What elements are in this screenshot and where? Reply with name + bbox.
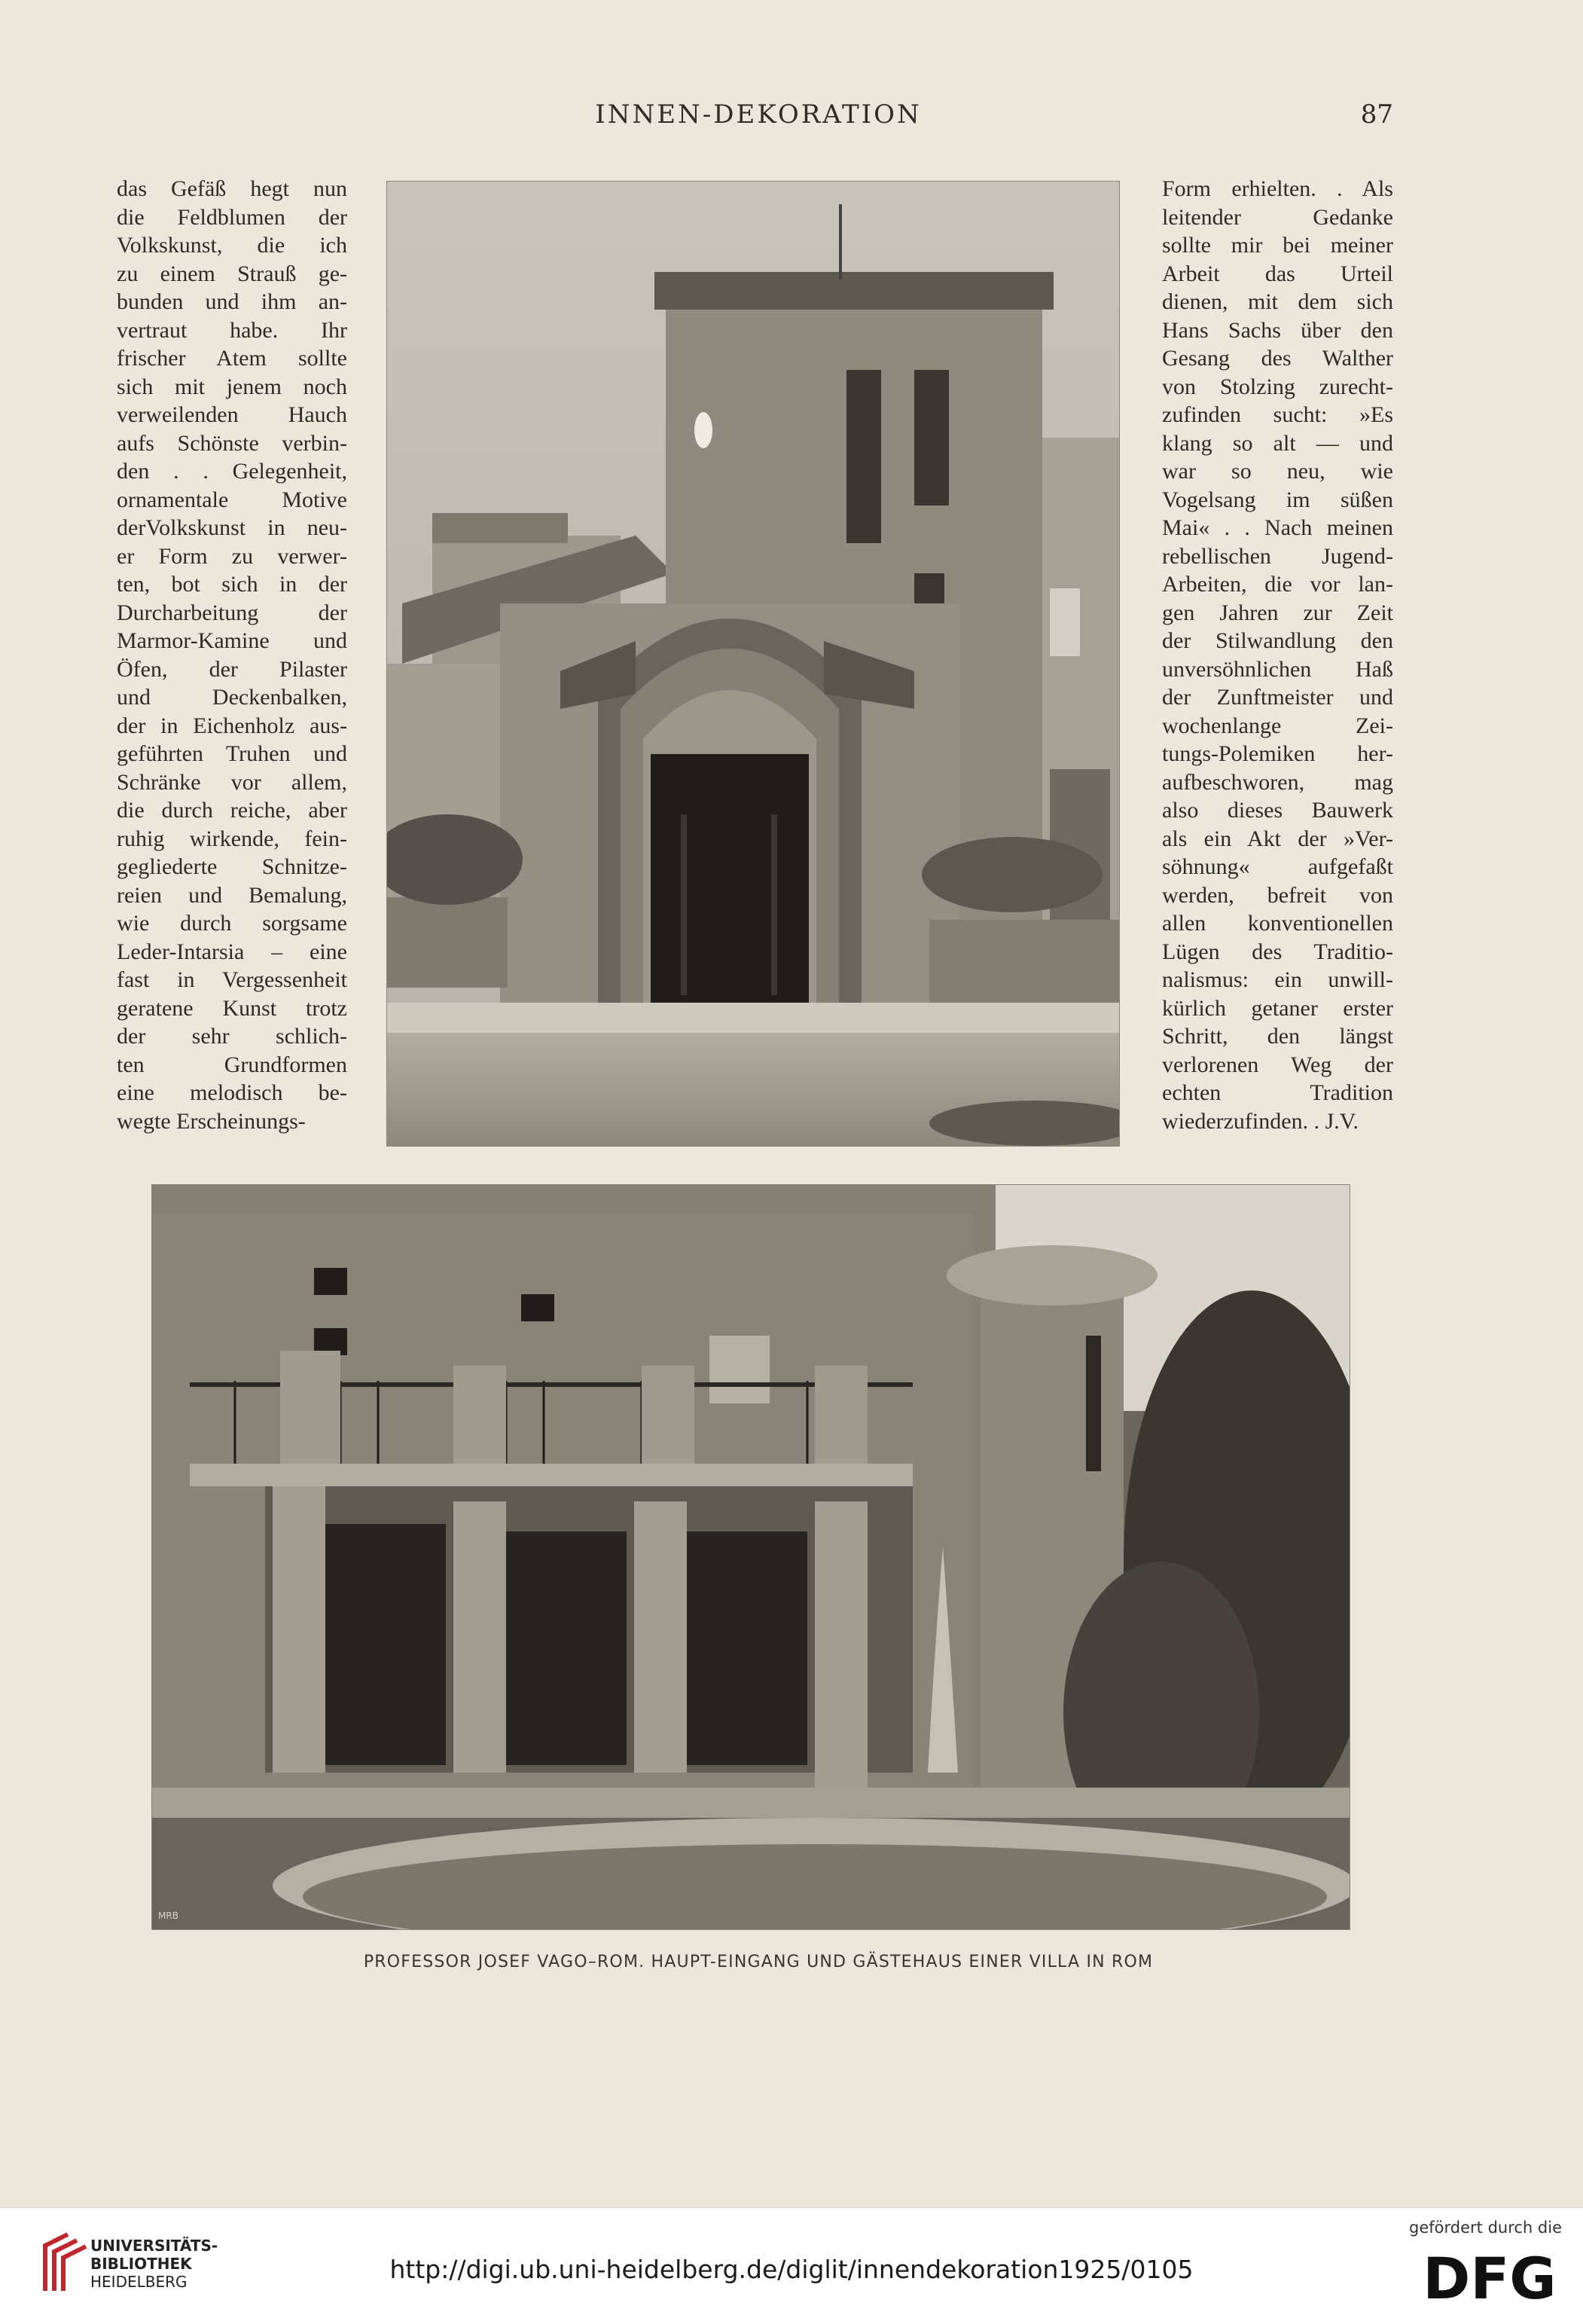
running-title: INNEN-DEKORATION: [595, 99, 922, 130]
text-line: sollte mir bei meiner: [1162, 233, 1393, 258]
text-line: die Feldblumen der: [117, 204, 347, 230]
text-line: ten, bot sich in der: [117, 572, 347, 597]
text-line: Arbeiten, die vor lan-: [1162, 572, 1393, 597]
text-line: Arbeit das Urteil: [1162, 261, 1393, 286]
text-line: und Deckenbalken,: [117, 685, 347, 710]
text-line: sich mit jenem noch: [117, 374, 347, 399]
text-line: ruhig wirkende, fein-: [117, 826, 347, 851]
text-line: der Zunftmeister und: [1162, 685, 1393, 710]
text-line: geführten Truhen und: [117, 741, 347, 766]
text-line: dienen, mit dem sich: [1162, 289, 1393, 314]
text-line: rebellischen Jugend-: [1162, 543, 1393, 569]
text-line: wochenlange Zei-: [1162, 713, 1393, 738]
text-line: allen konventionellen: [1162, 911, 1393, 936]
text-line: Schränke vor allem,: [117, 769, 347, 795]
dfg-logo-icon: [1414, 2247, 1565, 2307]
text-line: tungs-Polemiken her-: [1162, 741, 1393, 766]
text-line: er Form zu verwer-: [117, 543, 347, 569]
text-line: wie durch sorgsame: [117, 911, 347, 936]
text-line: klang so alt — und: [1162, 430, 1393, 456]
text-line: ten Grundformen: [117, 1052, 347, 1077]
text-line: der in Eichenholz aus-: [117, 713, 347, 738]
text-line: das Gefäß hegt nun: [117, 176, 347, 201]
text-line: Öfen, der Pilaster: [117, 656, 347, 682]
text-line: derVolkskunst in neu-: [117, 515, 347, 540]
dfg-logo-text: DFG: [1423, 2247, 1557, 2307]
text-line: Hans Sachs über den: [1162, 317, 1393, 343]
text-line: den . . Gelegenheit,: [117, 459, 347, 484]
text-line: vertraut habe. Ihr: [117, 317, 347, 343]
photo-main-entrance: [386, 181, 1120, 1147]
text-line: werden, befreit von: [1162, 882, 1393, 908]
text-line: frischer Atem sollte: [117, 346, 347, 371]
photo-guest-house: [151, 1184, 1350, 1930]
text-line: fast in Vergessenheit: [117, 967, 347, 992]
text-line: der sehr schlich-: [117, 1024, 347, 1049]
text-line: reien und Bemalung,: [117, 882, 347, 908]
text-line: leitender Gedanke: [1162, 204, 1393, 230]
viewer-footer: [0, 2207, 1583, 2324]
text-line: Durcharbeitung der: [117, 600, 347, 625]
text-line: verlorenen Weg der: [1162, 1052, 1393, 1077]
text-line: Lügen des Traditio-: [1162, 939, 1393, 964]
text-line: wiederzufinden. . J.V.: [1162, 1108, 1359, 1134]
permalink-url[interactable]: http://digi.ub.uni-heidelberg.de/diglit/innendekoration1925/0105: [389, 2255, 1194, 2284]
text-line: geratene Kunst trotz: [117, 995, 347, 1021]
figure-caption: PROFESSOR JOSEF VAGO–ROM. HAUPT-EINGANG UND GÄSTEHAUS EINER VILLA IN ROM: [363, 1953, 1154, 1971]
text-line: zufinden sucht: »Es: [1162, 402, 1393, 427]
text-line: war so neu, wie: [1162, 459, 1393, 484]
text-line: aufs Schönste verbin-: [117, 430, 347, 456]
text-line: söhnung« aufgefaßt: [1162, 854, 1393, 879]
page-number: 87: [1360, 99, 1393, 130]
text-line: unversöhnlichen Haß: [1162, 656, 1393, 682]
text-line: kürlich getaner erster: [1162, 995, 1393, 1021]
text-line: Vogelsang im süßen: [1162, 487, 1393, 512]
funded-by-label: gefördert durch die: [1409, 2219, 1562, 2237]
text-line: aufbeschworen, mag: [1162, 769, 1393, 795]
text-line: nalismus: ein unwill-: [1162, 967, 1393, 992]
text-line: gegliederte Schnitze-: [117, 854, 347, 879]
text-line: ornamentale Motive: [117, 487, 347, 512]
text-line: Gesang des Walther: [1162, 346, 1393, 371]
text-line: von Stolzing zurecht-: [1162, 374, 1393, 399]
text-line: die durch reiche, aber: [117, 798, 347, 823]
text-line: Mai« . . Nach meinen: [1162, 515, 1393, 540]
text-line: eine melodisch be-: [117, 1080, 347, 1105]
text-line: der Stilwandlung den: [1162, 628, 1393, 653]
photo-mark: MRB: [158, 1910, 178, 1921]
text-line: Form erhielten. . Als: [1162, 176, 1393, 201]
text-line: echten Tradition: [1162, 1080, 1393, 1105]
text-line: zu einem Strauß ge-: [117, 261, 347, 286]
text-line: Schritt, den längst: [1162, 1024, 1393, 1049]
text-line: wegte Erscheinungs-: [117, 1108, 306, 1134]
text-line: Volkskunst, die ich: [117, 233, 347, 258]
text-line: verweilenden Hauch: [117, 402, 347, 427]
left-text-column: [117, 175, 347, 1135]
text-line: Leder-Intarsia – eine: [117, 939, 347, 964]
text-line: als ein Akt der »Ver-: [1162, 826, 1393, 851]
text-line: Marmor-Kamine und: [117, 628, 347, 653]
library-name: UNIVERSITÄTS- BIBLIOTHEK HEIDELBERG: [90, 2237, 218, 2291]
text-line: also dieses Bauwerk: [1162, 798, 1393, 823]
right-text-column: [1162, 175, 1393, 1135]
text-line: gen Jahren zur Zeit: [1162, 600, 1393, 625]
text-line: bunden und ihm an-: [117, 289, 347, 314]
